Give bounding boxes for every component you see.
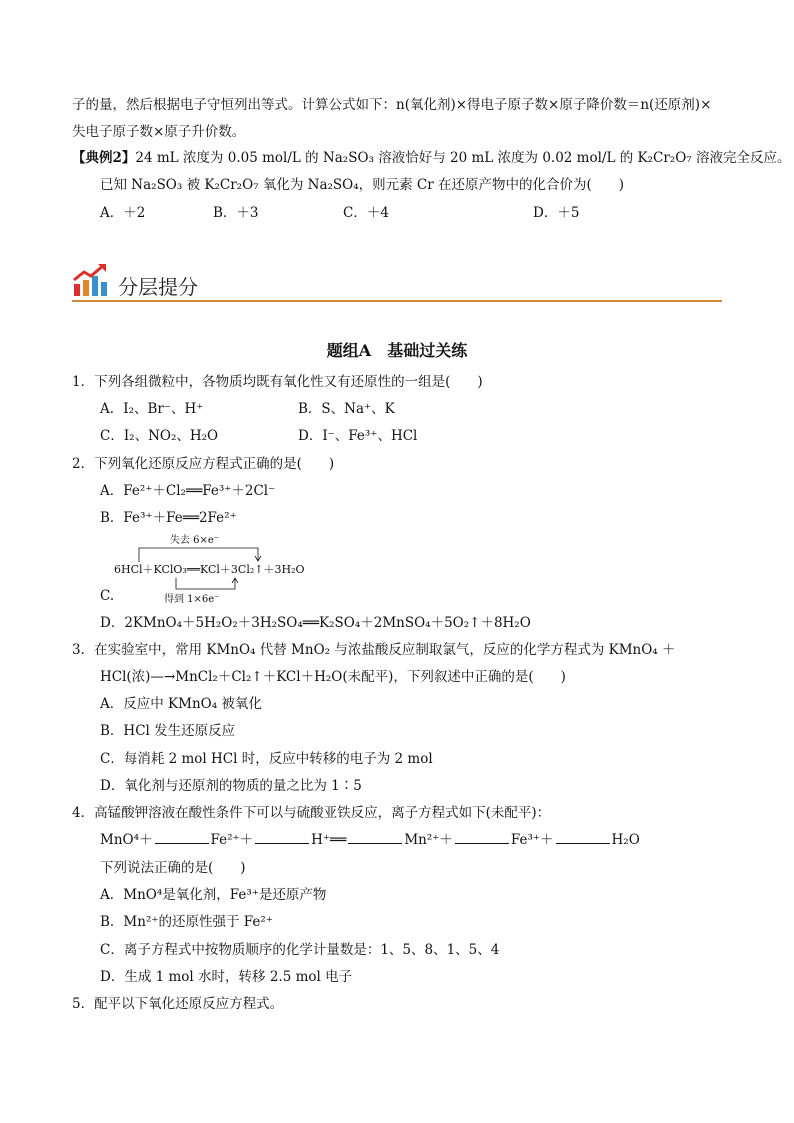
q1-option-a: A．I₂、Br⁻、H⁺ (100, 401, 204, 417)
intro-line-1: 子的量，然后根据电子守恒列出等式。计算公式如下：n(氧化剂)×得电子原子数×原子降价数＝n(还原剂)× (72, 97, 712, 113)
q4-option-a: A．MnO⁴是氧化剂，Fe³⁺是还原产物 (100, 887, 327, 903)
q4-blank-4 (455, 831, 509, 844)
q4-blank-5 (556, 831, 610, 844)
example-2-option-d: D．＋5 (533, 205, 580, 221)
q4-option-d: D．生成 1 mol 水时，转移 2.5 mol 电子 (100, 969, 353, 985)
q4-option-b: B．Mn²⁺的还原性强于 Fe²⁺ (100, 914, 273, 930)
section-divider (72, 300, 722, 302)
example-2-option-c: C．＋4 (343, 205, 389, 221)
q4-eq-part-1: MnO⁴＋ (100, 832, 153, 848)
q3-option-c: C．每消耗 2 mol HCl 时，反应中转移的电子为 2 mol (100, 751, 433, 767)
q1-option-d: D．I⁻、Fe³⁺、HCl (298, 428, 418, 444)
q1-stem: 1．下列各组微粒中，各物质均既有氧化性又有还原性的一组是( ) (72, 374, 483, 390)
q1-option-b: B．S、Na⁺、K (298, 401, 395, 417)
q4-eq-part-4: Mn²⁺＋ (404, 832, 453, 848)
group-title: 题组A 基础过关练 (326, 341, 468, 360)
example-2-line-2: 已知 Na₂SO₃ 被 K₂Cr₂O₇ 氧化为 Na₂SO₄，则元素 Cr 在还原产物中的化合价为( ) (100, 177, 625, 193)
q4-blank-2 (255, 831, 309, 844)
q2-option-b: B．Fe³⁺＋Fe══2Fe²⁺ (100, 510, 237, 526)
diagram-gain-label: 得到 1×6e⁻ (164, 594, 220, 604)
q3-option-d: D．氧化剂与还原剂的物质的量之比为 1∶5 (100, 778, 362, 794)
q4-eq-part-2: Fe²⁺＋ (210, 832, 254, 848)
section-title: 分层提分 (118, 275, 198, 299)
q2-option-a: A．Fe²⁺＋Cl₂══Fe³⁺＋2Cl⁻ (100, 483, 276, 499)
intro-line-2: 失电子原子数×原子升价数。 (72, 124, 246, 140)
example-2-option-b: B．＋3 (213, 205, 259, 221)
q4-blank-3 (348, 831, 402, 844)
example-2-line-1 (72, 148, 790, 168)
q4-eq-part-6: H₂O (611, 832, 640, 848)
q2-stem: 2．下列氧化还原反应方程式正确的是( ) (72, 456, 335, 472)
q2-option-d: D．2KMnO₄＋5H₂O₂＋3H₂SO₄══K₂SO₄＋2MnSO₄＋5O₂↑＋8H₂O (100, 615, 531, 631)
q4-eq-part-5: Fe³⁺＋ (510, 832, 554, 848)
q4-sub-stem: 下列说法正确的是( ) (100, 860, 246, 876)
q3-stem-2: HCl(浓)—→MnCl₂＋Cl₂↑＋KCl＋H₂O(未配平)，下列叙述中正确的是( ) (100, 669, 566, 685)
q4-equation (100, 830, 640, 850)
gain-electron-arrow (176, 578, 235, 589)
q4-blank-1 (155, 831, 209, 844)
lose-electron-arrow (139, 548, 258, 562)
q3-stem-1: 3．在实验室中，常用 KMnO₄ 代替 MnO₂ 与浓盐酸反应制取氯气，反应的化学方程式为 KMnO₄ ＋ (72, 642, 676, 658)
q1-option-c: C．I₂、NO₂、H₂O (100, 428, 219, 444)
example-2-option-a: A．＋2 (100, 205, 146, 221)
q4-option-c: C．离子方程式中按物质顺序的化学计量数是：1、5、8、1、5、4 (100, 942, 500, 958)
example-2-tag: 【典例2】 (72, 150, 136, 166)
q3-option-b: B．HCl 发生还原反应 (100, 723, 236, 739)
example-2-text: 24 mL 浓度为 0.05 mol/L 的 Na₂SO₃ 溶液恰好与 20 mL 浓度为 0.02 mol/L 的 K₂Cr₂O₇ 溶液完全反应。 (135, 150, 791, 166)
q2-option-c: C. (100, 588, 115, 604)
rising-chart-logo-icon (72, 262, 110, 298)
q4-stem: 4．高锰酸钾溶液在酸性条件下可以与硫酸亚铁反应，离子方程式如下(未配平)： (72, 805, 551, 821)
diagram-equation: 6HCl＋KClO₃══KCl＋3Cl₂↑＋3H₂O (114, 563, 305, 576)
q5-stem: 5．配平以下氧化还原反应方程式。 (72, 996, 284, 1012)
q4-eq-part-3: H⁺══ (311, 832, 347, 848)
electron-transfer-diagram (112, 532, 352, 604)
diagram-lose-label: 失去 6×e⁻ (170, 535, 220, 546)
q3-option-a: A．反应中 KMnO₄ 被氧化 (100, 696, 262, 712)
